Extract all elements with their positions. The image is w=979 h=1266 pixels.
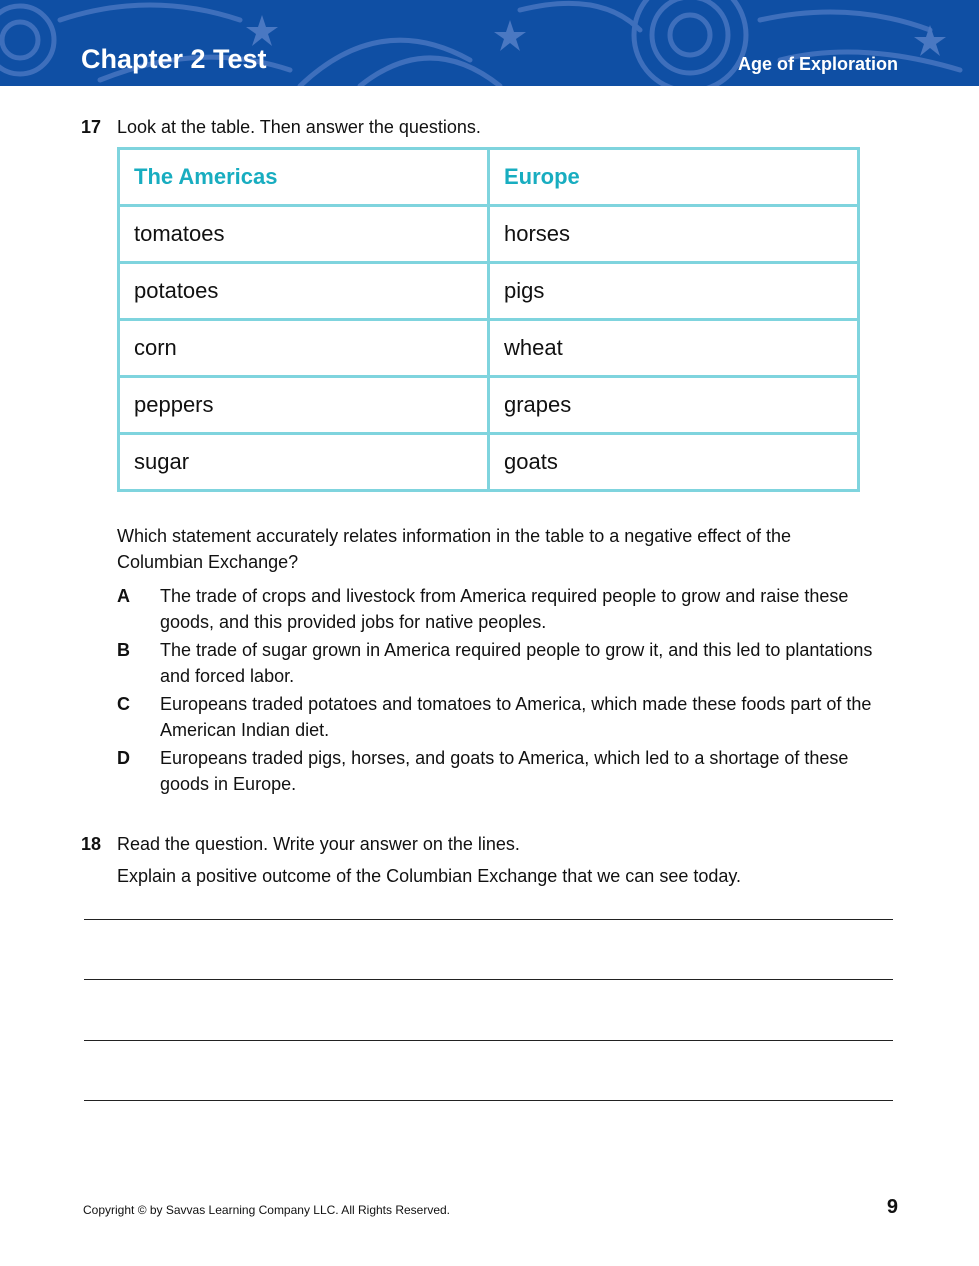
option-letter: A: [117, 586, 130, 606]
answer-line[interactable]: [84, 1040, 893, 1041]
question-number: 18: [81, 834, 102, 854]
option-letter: B: [117, 640, 130, 660]
question-text: Which statement accurately relates information in the table to a negative effect of the Columbian Exchange?: [117, 526, 792, 572]
question-instruction: Read the question. Write your answer on the lines.: [117, 834, 520, 854]
page-number: 9: [886, 1196, 898, 1218]
option-text: The trade of crops and livestock from America required people to grow and raise these goods, and this provided jobs for native peoples.: [160, 586, 849, 632]
answer-line[interactable]: [84, 1100, 893, 1101]
option-letter: C: [117, 694, 130, 714]
table-cell: corn: [119, 320, 489, 377]
table-cell: peppers: [119, 377, 489, 434]
chapter-title: Chapter 2 Test: [81, 44, 267, 74]
option-text: Europeans traded pigs, horses, and goats to America, which led to a shortage of these goods in Europe.: [160, 748, 849, 794]
table-header: The Americas: [119, 149, 489, 206]
table-cell: potatoes: [119, 263, 489, 320]
food-exchange-table: [117, 147, 860, 492]
table-header: Europe: [489, 149, 859, 206]
header-banner: [0, 0, 979, 86]
answer-line[interactable]: [84, 979, 893, 980]
table-row: [119, 206, 859, 263]
question-text: Explain a positive outcome of the Columbian Exchange that we can see today.: [117, 866, 742, 886]
table-row: [119, 434, 859, 491]
question-instruction: Look at the table. Then answer the questions.: [117, 117, 481, 137]
answer-line[interactable]: [84, 919, 893, 920]
table-row: [119, 263, 859, 320]
table-cell: horses: [489, 206, 859, 263]
table-row: [119, 320, 859, 377]
table-row: [119, 377, 859, 434]
table-cell: pigs: [489, 263, 859, 320]
table-cell: tomatoes: [119, 206, 489, 263]
table-cell: sugar: [119, 434, 489, 491]
table-cell: grapes: [489, 377, 859, 434]
option-text: Europeans traded potatoes and tomatoes to America, which made these foods part of the American Indian diet.: [160, 694, 872, 740]
option-letter: D: [117, 748, 130, 768]
option-text: The trade of sugar grown in America required people to grow it, and this led to plantations and forced labor.: [160, 640, 873, 686]
table-header-row: [119, 149, 859, 206]
question-number: 17: [81, 117, 102, 137]
table-cell: wheat: [489, 320, 859, 377]
unit-title: Age of Exploration: [737, 54, 898, 74]
table-cell: goats: [489, 434, 859, 491]
copyright: Copyright © by Savvas Learning Company LLC. All Rights Reserved.: [83, 1203, 451, 1217]
